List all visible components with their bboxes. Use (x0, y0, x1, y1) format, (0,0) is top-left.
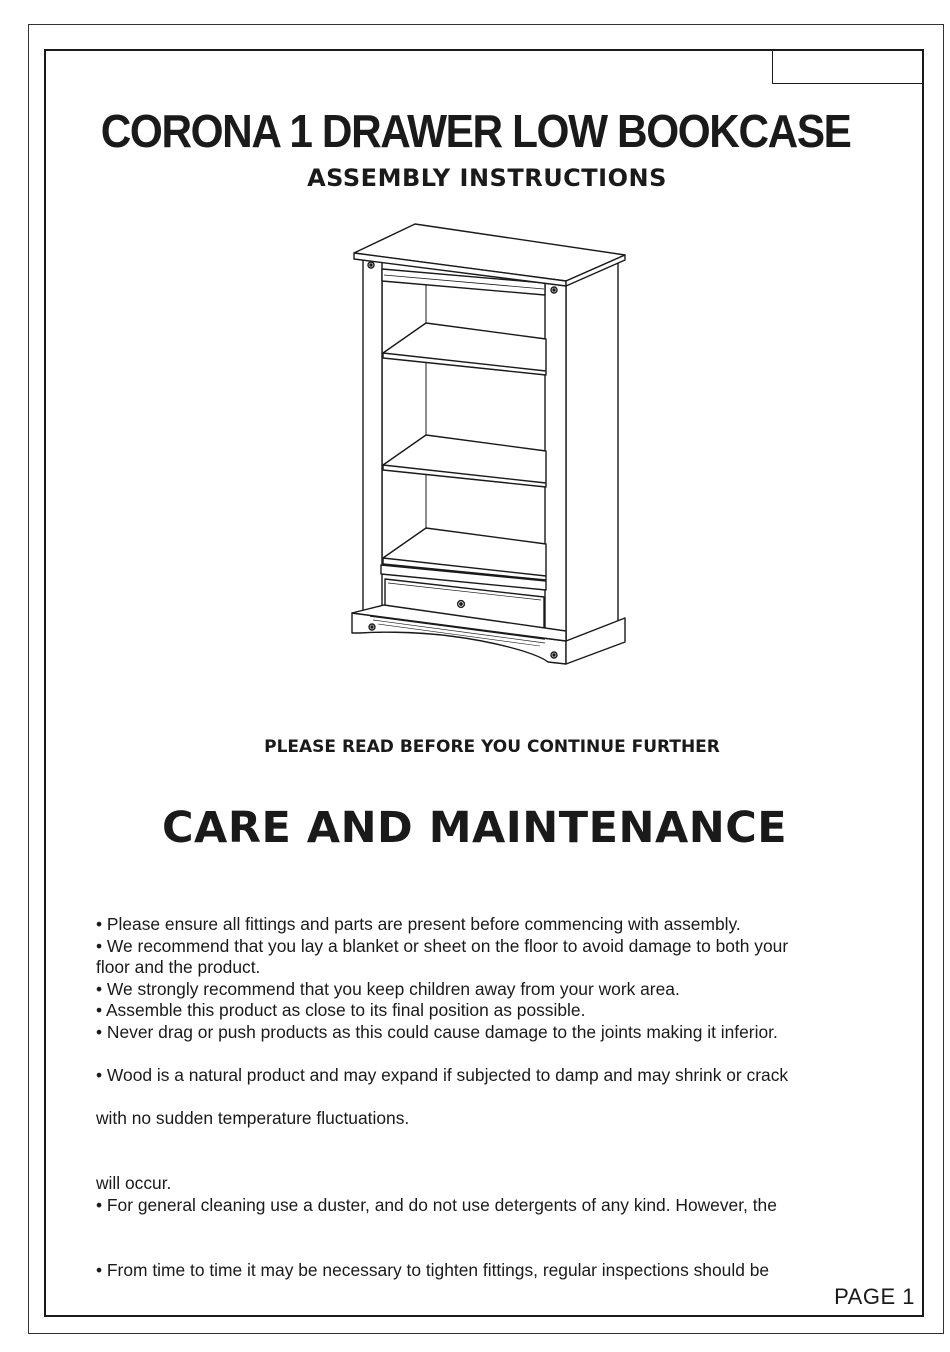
reference-box (772, 49, 924, 84)
blank-line (96, 1087, 886, 1109)
care-instructions-text (96, 914, 886, 1281)
blank-line (96, 1044, 886, 1066)
blank-line (96, 1130, 886, 1152)
instruction-line: • We recommend that you lay a blanket or sheet on the floor to avoid damage to both your (96, 935, 789, 956)
instruction-line: will occur. (96, 1173, 172, 1194)
blank-line (96, 1238, 886, 1260)
care-maintenance-heading: CARE AND MAINTENANCE (162, 803, 788, 853)
bookcase-illustration (340, 215, 630, 675)
instruction-line: with no sudden temperature fluctuations. (96, 1108, 410, 1129)
read-before-notice: PLEASE READ BEFORE YOU CONTINUE FURTHER (264, 737, 720, 757)
document-title: CORONA 1 DRAWER LOW BOOKCASE (100, 105, 851, 157)
instruction-line: • Wood is a natural product and may expand if subjected to damp and may shrink or crack (96, 1065, 789, 1086)
instruction-line: • From time to time it may be necessary to tighten fittings, regular inspections should be (96, 1259, 770, 1280)
instruction-line: floor and the product. (96, 957, 261, 978)
instruction-line: • Please ensure all fittings and parts are present before commencing with assembly. (96, 914, 741, 934)
instruction-line: • Assemble this product as close to its final position as possible. (96, 1000, 586, 1021)
instruction-line: • For general cleaning use a duster, and do not use detergents of any kind. However, the (96, 1194, 777, 1215)
blank-line (96, 1216, 886, 1238)
instruction-line: • We strongly recommend that you keep children away from your work area. (96, 978, 680, 999)
page-number: PAGE 1 (834, 1284, 915, 1309)
document-subtitle: ASSEMBLY INSTRUCTIONS (307, 164, 667, 192)
blank-line (96, 1152, 886, 1174)
instruction-line: • Never drag or push products as this could cause damage to the joints making it inferior. (96, 1021, 778, 1042)
